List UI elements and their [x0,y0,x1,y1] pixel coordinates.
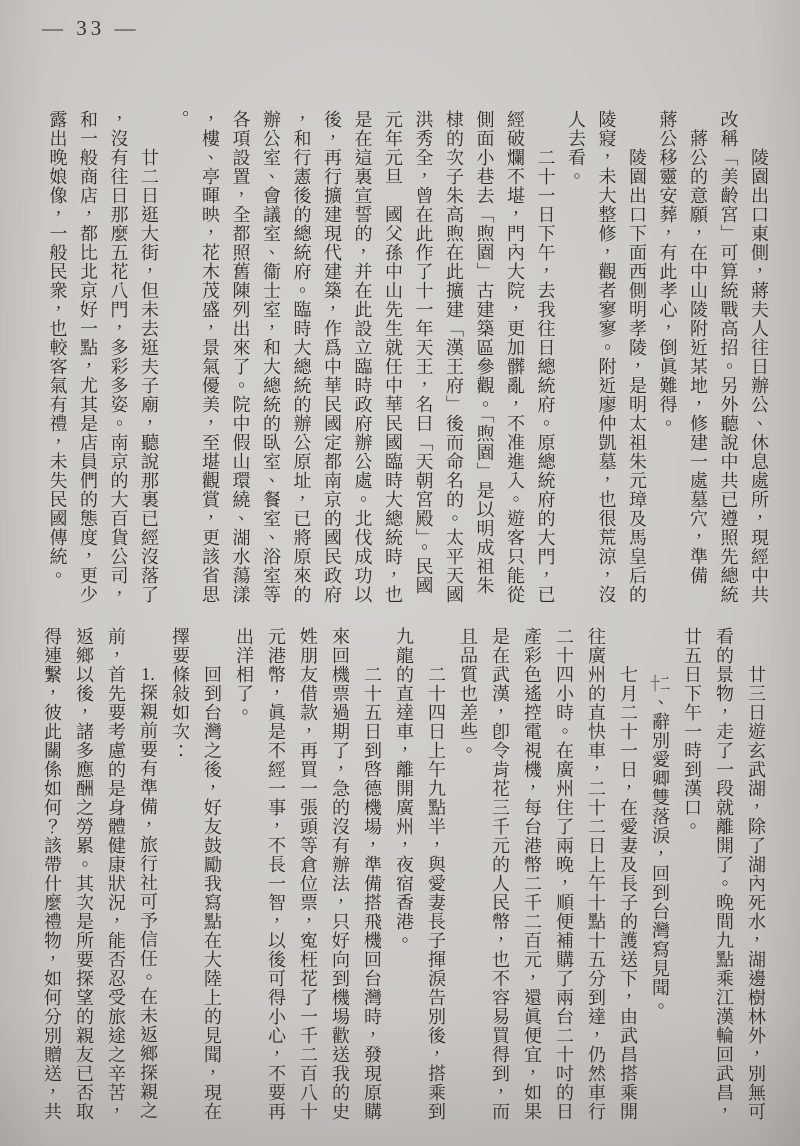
text-column: 側面小巷去「煦園」古建築區參觀。「煦園」是以明成祖朱 [474,110,495,595]
text-column: 回到台灣之後，好友鼓勵我寫點在大陸上的見聞，現在 [202,665,222,1121]
text-column: 二十四小時。在廣州住了兩晚，順便補購了兩台二十吋的日 [554,627,574,1121]
text-column: 露出晚娘像，一般民衆，也較客氣有禮，未失民國傳統。 [47,110,68,585]
text-column: 擇要條敍如次： [170,627,190,760]
bottom-text-block [36,627,772,1133]
text-column: 人去看。 [566,110,586,186]
text-column: 得連繫，彼此關係如何？該帶什麼禮物，如何分別贈送，共 [42,627,62,1121]
text-column: 元年元旦 國父孫中山先生就任中華民國臨時大總統時，也 [383,110,403,604]
text-column: 姓朋友借款，再買一張頭等倉位票，寃枉花了一千二百八十 [298,627,318,1121]
text-column: 陵寢，未大整修，觀者寥寥。附近廖仲凱墓，也很荒涼，沒 [596,110,617,604]
text-column: 且品質也差些。 [458,627,478,760]
text-column: 二十四日上午九點半，與愛妻長子揮淚告別後，搭乘到 [426,665,446,1121]
text-column: 蔣公的意願，在中山陵附近某地，修建一處墓穴，準備 [688,129,708,585]
text-column: 二十五日到啓德機場，準備搭飛機回台灣時，發現原購 [362,665,382,1121]
text-column: ，沒有往日那麼五花八門，多彩多姿。南京的大百貨公司， [108,110,129,604]
text-column: 七月二十一日，在愛妻及長子的護送下，由武昌搭乘開 [618,665,638,1121]
text-column: 陵園出口東側，蔣夫人往日辦公、休息處所，現經中共 [749,148,769,604]
text-column: 是在武漢，卽令肯花三千元的人民幣，也不容易買得到，而 [490,627,510,1121]
text-column: 出洋相了。 [234,627,254,722]
text-column: 各項設置，全都照舊陳列出來了。院中假山環繞、湖水蕩漾 [230,110,251,604]
text-column: 廿三日遊玄武湖，除了湖內死水，湖邊樹林外，別無可 [746,665,766,1121]
text-column: 往廣州的直快車，二十二日上午十點十五分到達，仍然車行 [586,627,606,1121]
text-column: 經破爛不堪，門內大院，更加髒亂，不准進入。遊客只能從 [505,110,525,604]
text-column: 廿五日下午一時到漢口。 [682,627,702,836]
text-column: 九龍的直達車，離開廣州，夜宿香港。 [394,627,414,950]
text-column: 返鄉以後，諸多應酬之勞累。其次是所要探望的親友已否取 [74,627,94,1121]
text-column: 1.探親前要有準備，旅行社可予信任。在未返鄉探親之 [138,665,158,1120]
text-column: 來回機票過期了，急的沒有辦法，只好向到機場歡送我的史 [330,627,350,1121]
text-column: 元港幣，眞是不經一事，不長一智，以後可得小心，不要再 [266,627,286,1121]
text-column: 蔣公移靈安葬，有此孝心，倒眞難得。 [657,110,678,433]
text-column: 前，首先要考慮的是身體健康狀況，能否忍受旅途之辛苦， [106,627,126,1121]
text-column: 辦公室、會議室、衞士室，和大總統的臥室、餐室、浴室等 [261,110,281,604]
text-column: 棣的次子朱高煦在此擴建「漢王府」後而命名的。太平天國 [444,110,464,604]
page-number: — 33 — [42,16,140,40]
inline-horizontal-numbering: 十二 [650,674,670,693]
inline-horizontal-numbering: 1. [141,665,155,683]
text-column: ，和行憲後的總統府。臨時大總統的辦公原址，已將原來的 [291,110,312,604]
text-column: 陵園出口下面西側明孝陵，是明太祖朱元璋及馬皇后的 [627,148,647,604]
text-column: 洪秀全，曾在此作了十一年天王，名曰「天朝宮殿」。民國 [413,110,434,595]
text-column: 和一般商店，都比北京好一點，尤其是店員們的態度，更少 [78,110,98,604]
text-column: ，樓、亭暉映，花木茂盛，景氣優美，至堪觀賞，更該省思 [200,110,220,604]
text-column: 產彩色遙控電視機，每台港幣二千二百元，還眞便宜，如果 [522,627,542,1121]
text-column: 廿二日逛大街，但未去逛夫子廟，聽說那裏已經沒落了 [139,148,159,604]
text-column: 改稱「美齡宮」可算統戰高招。另外聽說中共已遵照先總統 [718,110,739,604]
top-text-block [42,110,774,614]
text-column: 。 [169,110,190,129]
section-heading-column: 十二、辭別愛卿雙落淚，回到台灣寫見聞。 [650,674,670,1016]
text-column: 看的景物，走了一段就離開了。晚間九點乘江漢輪回武昌， [714,627,734,1121]
text-column: 二十一日下午，去我往日總統府。原總統府的大門，已 [535,148,556,604]
text-column: 是在這裏宣誓的，并在此設立臨時政府辦公處。北伐成功以 [352,110,373,604]
text-column: 後，再行擴建現代建築，作爲中華民國定都南京的國民政府 [322,110,342,604]
